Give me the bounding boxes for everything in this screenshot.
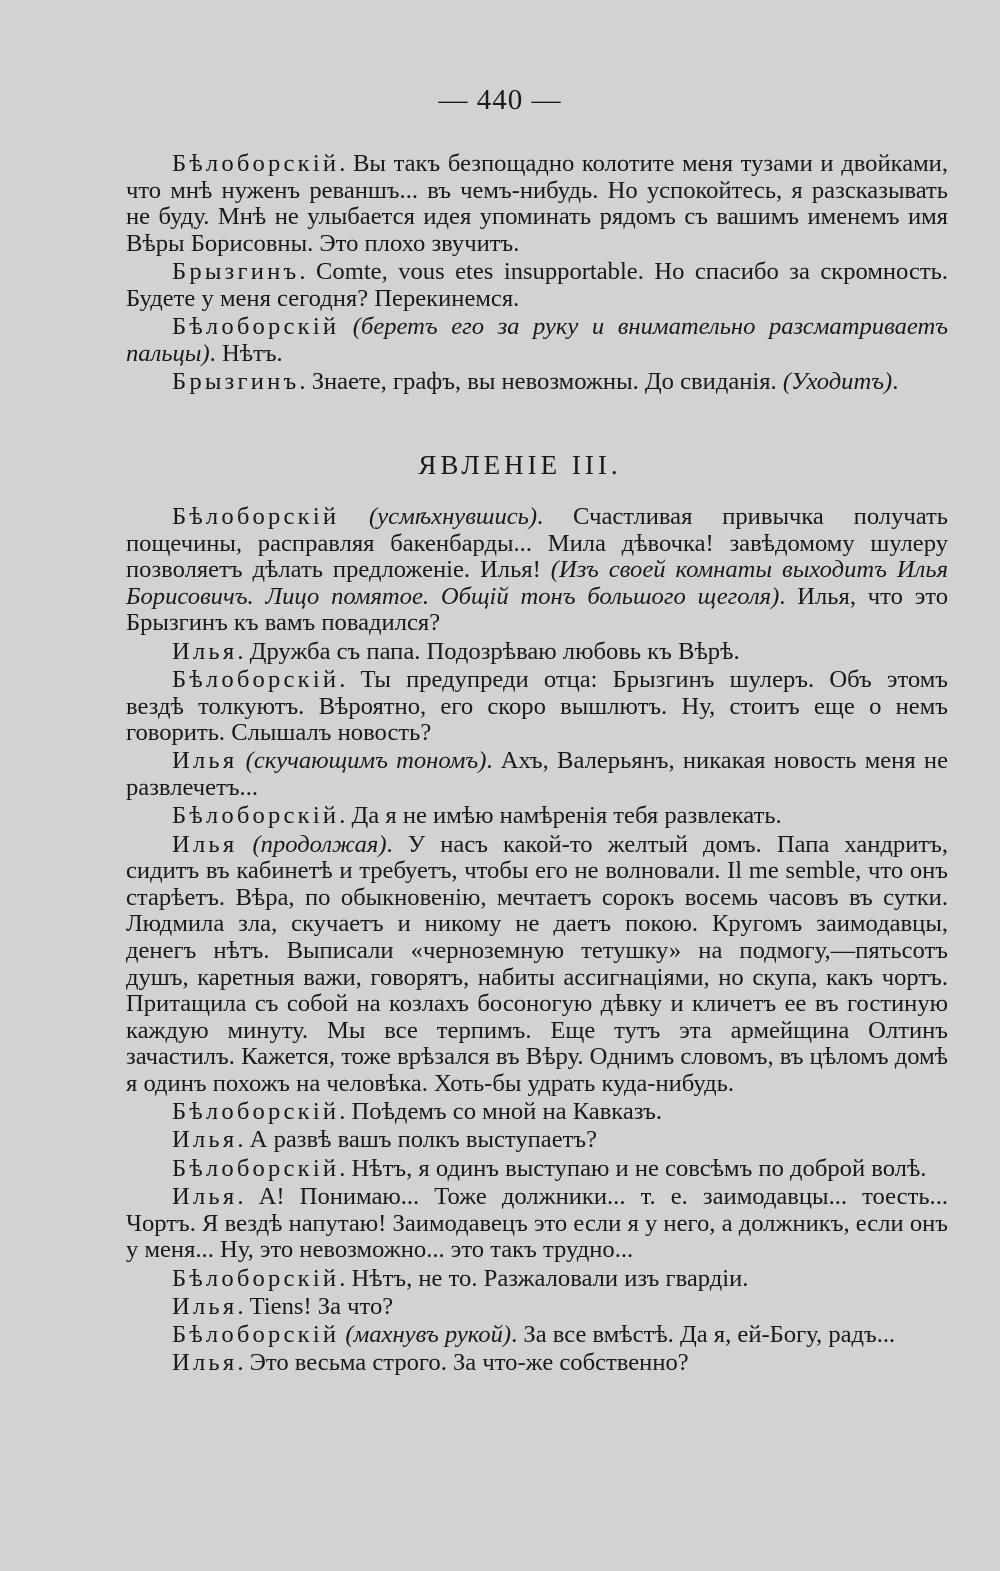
speech-text bbox=[237, 831, 252, 858]
speaker-name: Илья bbox=[172, 1126, 238, 1154]
scene-heading: ЯВЛЕНІЕ III. bbox=[418, 450, 622, 480]
speaker-name: Брызгинъ bbox=[172, 367, 300, 395]
speaker-name: Илья bbox=[172, 1292, 238, 1320]
speaker-name: Бѣлоборскій bbox=[172, 1098, 340, 1126]
speech-text: . Ты предупреди отца: Брызгинъ шулеръ. Объ этомъ вездѣ толкуютъ. Вѣроятно, его скоро вышлютъ. Ну, стоитъ еще о немъ говорить. Слышалъ новость? bbox=[126, 665, 948, 747]
dialogue-paragraph bbox=[126, 1099, 948, 1126]
speech-text: . А развѣ вашъ полкъ выступаетъ? bbox=[237, 1126, 597, 1154]
dialogue-paragraph bbox=[126, 151, 948, 257]
speech-text: . Tiens! За что? bbox=[237, 1292, 394, 1320]
dialogue-paragraph bbox=[126, 667, 948, 747]
dialogue-paragraph bbox=[126, 1266, 948, 1293]
stage-direction: (Уходитъ) bbox=[782, 367, 893, 395]
page-number: — 440 — bbox=[438, 84, 562, 116]
dialogue-paragraph bbox=[126, 1350, 948, 1377]
speech-text: . Это весьма строго. За что-же собственно? bbox=[237, 1349, 689, 1377]
speech-text: . Вы такъ безпощадно колотите меня тузами и двойками, что мнѣ нуженъ реваншъ... въ чемъ-нибудь. Но успокойтесь, я разсказывать не буду. Мнѣ не улыбается идея упоминать рядомъ съ вашимъ именемъ имя Вѣры Борисовны. Это плохо звучитъ. bbox=[126, 150, 948, 257]
dialogue-paragraph bbox=[126, 369, 948, 396]
speaker-name: Бѣлоборскій bbox=[172, 503, 340, 530]
speech-text: . Дружба съ папа. Подозрѣваю любовь къ Вѣрѣ. bbox=[237, 637, 740, 665]
stage-direction: (беретъ его за руку и внимательно разсматриваетъ пальцы) bbox=[126, 312, 948, 367]
dialogue-paragraph bbox=[126, 1294, 948, 1321]
speaker-name: Бѣлоборскій bbox=[172, 150, 340, 177]
speaker-name: Бѣлоборскій bbox=[172, 1154, 340, 1182]
dialogue-block-bottom bbox=[126, 504, 948, 1377]
speaker-name: Бѣлоборскій bbox=[172, 312, 340, 340]
speaker-name: Бѣлоборскій bbox=[172, 665, 340, 693]
dialogue-paragraph bbox=[126, 1184, 948, 1264]
dialogue-paragraph bbox=[126, 314, 948, 367]
speaker-name: Бѣлоборскій bbox=[172, 1264, 340, 1292]
speech-text: . Счастливая привычка получать пощечины, расправляя бакенбарды... Мила дѣвочка! завѣдомому шулеру позволяетъ дѣлать предложеніе. Илья! bbox=[126, 503, 948, 584]
stage-direction: (усмѣхнувшись) bbox=[369, 503, 538, 530]
speech-text: . За все вмѣстѣ. Да я, ей-Богу, радъ... bbox=[511, 1321, 896, 1349]
dialogue-paragraph bbox=[126, 803, 948, 830]
speech-text bbox=[237, 747, 245, 774]
speech-text bbox=[339, 313, 353, 340]
speech-text: . Нѣтъ, не то. Разжаловали изъ гвардіи. bbox=[339, 1264, 749, 1292]
speaker-name: Бѣлоборскій bbox=[172, 802, 340, 830]
speech-text: . Нѣтъ. bbox=[209, 339, 283, 367]
speaker-name: Илья bbox=[172, 1183, 238, 1211]
dialogue-paragraph bbox=[126, 832, 948, 1098]
speaker-name: Илья bbox=[172, 747, 238, 775]
dialogue-paragraph bbox=[126, 748, 948, 801]
speech-text: . А! Понимаю... Тоже должники... т. е. заимодавцы... тоесть... Чортъ. Я вездѣ напутаю! Заимодавецъ это если я у него, а должникъ, если онъ у меня... Ну, это невозможно... это такъ трудно... bbox=[126, 1183, 948, 1264]
speaker-name: Илья bbox=[172, 830, 238, 858]
dialogue-paragraph bbox=[126, 259, 948, 312]
speech-text: . bbox=[892, 367, 899, 395]
speech-text: . Знаете, графъ, вы невозможны. До свиданія. bbox=[299, 367, 783, 395]
speech-text: . Нѣтъ, я одинъ выступаю и не совсѣмъ по доброй волѣ. bbox=[339, 1154, 927, 1182]
speech-text: . Илья, что это Брызгинъ къ вамъ повадился? bbox=[126, 582, 948, 637]
speaker-name: Брызгинъ bbox=[172, 258, 300, 286]
speaker-name: Бѣлоборскій bbox=[172, 1321, 340, 1349]
dialogue-paragraph bbox=[126, 1127, 948, 1154]
dialogue-paragraph bbox=[126, 639, 948, 666]
dialogue-paragraph bbox=[126, 1156, 948, 1183]
stage-direction: (Изъ своей комнаты выходитъ Илья Борисовичъ. Лицо помятое. Общій тонъ большого щеголя) bbox=[126, 556, 949, 610]
stage-direction: (продолжая) bbox=[252, 830, 387, 858]
dialogue-paragraph bbox=[126, 1322, 948, 1349]
stage-direction: (махнувъ рукой) bbox=[345, 1321, 512, 1349]
speech-text: . У насъ какой-то желтый домъ. Папа хандритъ, сидитъ въ кабинетѣ и требуетъ, чтобы его не волновали. Il me semble, что онъ старѣетъ. Вѣра, по обыкновенію, мечтаетъ сорокъ восемь часовъ въ сутки. Людмила зла, скучаетъ и никому не даетъ покою. Кругомъ заимодавцы, денегъ нѣтъ. Выписали «черноземную тетушку» на подмогу,—пятьсотъ душъ, каретныя важи, говорятъ, набиты ассигнаціями, но скупа, какъ чортъ. Притащила съ собой на козлахъ босоногую дѣвку и кличетъ ее въ гостиную каждую минуту. Мы все терпимъ. Еще тутъ эта армейщина Олтинъ зачастилъ. Кажется, тоже врѣзался въ Вѣру. Однимъ словомъ, въ цѣломъ домѣ я одинъ похожъ на человѣка. Хоть-бы удрать куда-нибудь. bbox=[126, 830, 948, 1097]
stage-direction: (скучающимъ тономъ) bbox=[245, 747, 487, 775]
speaker-name: Илья bbox=[172, 1349, 238, 1377]
dialogue-block-top bbox=[126, 151, 948, 395]
dialogue-paragraph bbox=[126, 504, 948, 637]
speech-text: . Да я не имѣю намѣренія тебя развлекать. bbox=[339, 802, 782, 830]
speech-text: . Comte, vous etes insupportable. Но спасибо за скромность. Будете у меня сегодня? Перекинемся. bbox=[126, 258, 948, 312]
speech-text bbox=[339, 503, 369, 530]
speech-text: . Ахъ, Валерьянъ, никакая новость меня не развлечетъ... bbox=[126, 747, 948, 801]
speech-text: . Поѣдемъ со мной на Кавказъ. bbox=[339, 1098, 662, 1126]
speaker-name: Илья bbox=[172, 637, 238, 665]
